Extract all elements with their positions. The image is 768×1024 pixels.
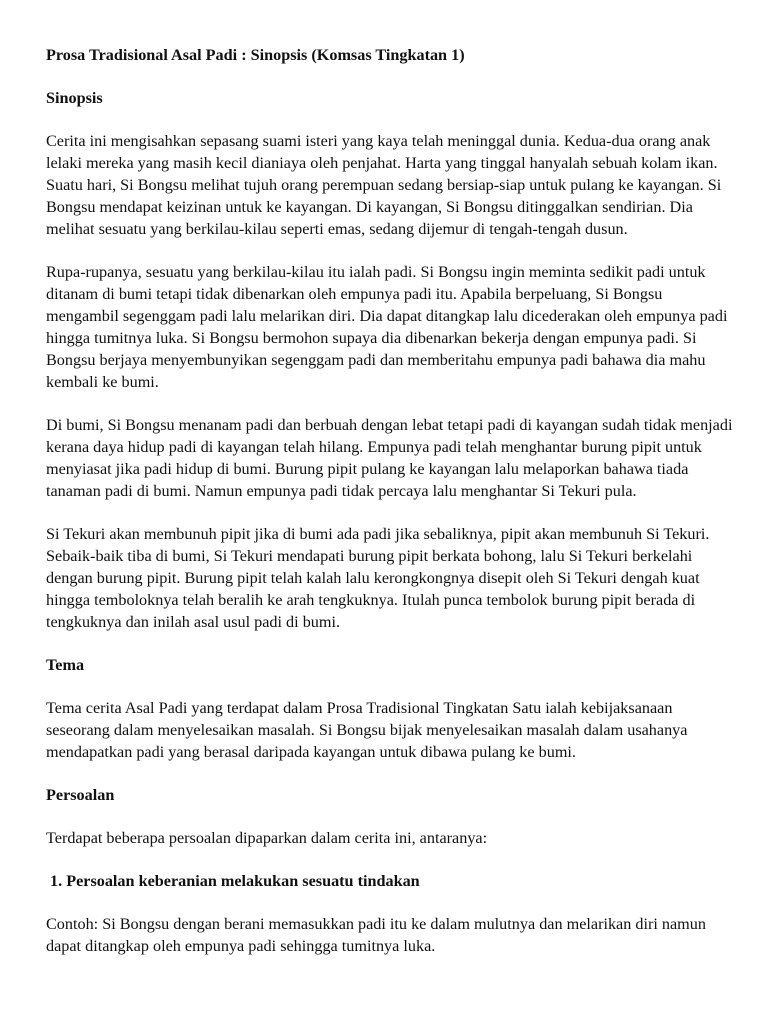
persoalan-item-1-heading: 1. Persoalan keberanian melakukan sesuatu tindakan bbox=[50, 872, 420, 890]
section-heading-sinopsis: Sinopsis bbox=[46, 89, 103, 107]
sinopsis-paragraph-4: Si Tekuri akan membunuh pipit jika di bumi ada padi jika sebaliknya, pipit akan membunuh Si Tekuri. Sebaik-baik tiba di bumi, Si Tekuri mendapati burung pipit berkata bohong, lalu Si Tekuri berkelahi dengan burung pipit. Burung pipit telah kalah lalu kerongkongnya disepit oleh Si Tekuri dengah kuat hingga temboloknya telah beralih ke arah tengkuknya. Itulah punca tembolok burung pipit berada di tengkuknya dan inilah asal usul padi di bumi. bbox=[46, 525, 710, 631]
sinopsis-paragraph-2: Rupa-rupanya, sesuatu yang berkilau-kilau itu ialah padi. Si Bongsu ingin meminta sedikit padi untuk ditanam di bumi tetapi tidak dibenarkan oleh empunya padi itu. Apabila berpeluang, Si Bongsu mengambil segenggam padi lalu melarikan diri. Dia dapat ditangkap lalu dicederakan oleh empunya padi hingga tumitnya luka. Si Bongsu bermohon supaya dia dibenarkan bekerja dengan empunya padi. Si Bongsu berjaya menyembunyikan segenggam padi dan memberitahu empunya padi bahawa dia mahu kembali ke bumi. bbox=[46, 263, 728, 391]
section-heading-tema: Tema bbox=[46, 656, 85, 674]
persoalan-intro: Terdapat beberapa persoalan dipaparkan dalam cerita ini, antaranya: bbox=[46, 829, 488, 847]
document-page bbox=[46, 44, 736, 957]
persoalan-item-1-example: Contoh: Si Bongsu dengan berani memasukkan padi itu ke dalam mulutnya dan melarikan diri namun dapat ditangkap oleh empunya padi sehingga tumitnya luka. bbox=[46, 915, 706, 955]
sinopsis-paragraph-3: Di bumi, Si Bongsu menanam padi dan berbuah dengan lebat tetapi padi di kayangan sudah tidak menjadi kerana daya hidup padi di kayangan telah hilang. Empunya padi telah menghantar burung pipit untuk menyiasat jika padi hidup di bumi. Burung pipit pulang ke kayangan lalu melaporkan bahawa tiada tanaman padi di bumi. Namun empunya padi tidak percaya lalu menghantar Si Tekuri pula. bbox=[46, 416, 733, 500]
tema-paragraph: Tema cerita Asal Padi yang terdapat dalam Prosa Tradisional Tingkatan Satu ialah kebijaksanaan seseorang dalam menyelesaikan masalah. Si Bongsu bijak menyelesaikan masalah dalam usahanya mendapatkan padi yang berasal daripada kayangan untuk dibawa pulang ke bumi. bbox=[46, 699, 688, 761]
section-heading-persoalan: Persoalan bbox=[46, 786, 115, 804]
sinopsis-paragraph-1: Cerita ini mengisahkan sepasang suami isteri yang kaya telah meninggal dunia. Kedua-dua orang anak lelaki mereka yang masih kecil dianiaya oleh penjahat. Harta yang tinggal hanyalah sebuah kolam ikan. Suatu hari, Si Bongsu melihat tujuh orang perempuan sedang bersiap-siap untuk pulang ke kayangan. Si Bongsu mendapat keizinan untuk ke kayangan. Di kayangan, Si Bongsu ditinggalkan sendirian. Dia melihat sesuatu yang berkilau-kilau seperti emas, sedang dijemur di tengah-tengah dusun. bbox=[46, 132, 722, 238]
document-title: Prosa Tradisional Asal Padi : Sinopsis (Komsas Tingkatan 1) bbox=[46, 46, 465, 64]
